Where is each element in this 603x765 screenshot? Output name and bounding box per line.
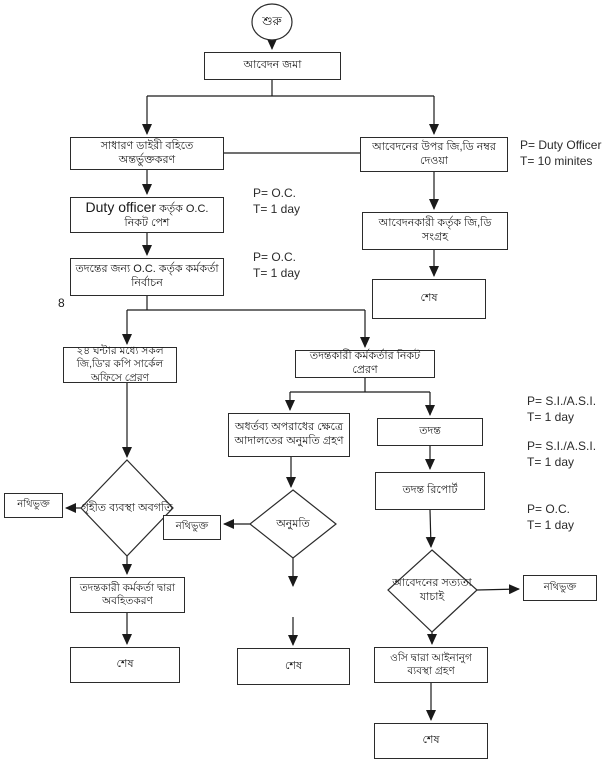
annotation-duty-officer — [520, 138, 601, 169]
process-box-investigation: তদন্ত — [377, 418, 483, 446]
label-8: 8 — [58, 296, 65, 310]
decision-permission-label: অনুমতি — [276, 517, 310, 530]
annotation-person: P= Duty Officer — [520, 138, 602, 152]
end-box-middle: শেষ — [237, 648, 350, 685]
process-box-gd-number-assign: আবেদনের উপর জি,ডি নম্বর দেওয়া — [360, 137, 508, 172]
process-box-officer-selection: তদন্তের জন্য O.C. কর্তৃক কর্মকর্তা নির্বাচন — [70, 258, 224, 296]
process-box-filed-left: নথিভুক্ত — [4, 493, 63, 518]
annotation-si-asi-2 — [527, 439, 596, 470]
process-box-gd-collect: আবেদনকারী কর্তৃক জি,ডি সংগ্রহ — [362, 212, 508, 250]
process-box-investigation-report: তদন্ত রিপোর্ট — [375, 472, 485, 510]
end-box-left: শেষ — [70, 647, 180, 683]
annotation-person: P= S.I./A.S.I. — [527, 394, 597, 408]
end-box-right-top: শেষ — [372, 279, 486, 319]
annotation-oc-2 — [253, 250, 300, 281]
process-box-duty-officer-present — [70, 197, 224, 233]
decision-verify-label: আবেদনের সত্যতা যাচাই — [392, 576, 472, 603]
annotation-oc-3 — [527, 502, 574, 533]
process-box-filed-right: নথিভুক্ত — [523, 575, 597, 601]
process-box-court-permission: অধর্তব্য অপরাধের ক্ষেত্রে আদালতের অনুমতি গ্রহণ — [228, 413, 350, 457]
duty-officer-bn-label: কর্তৃক O.C. নিকট পেশ — [124, 203, 209, 229]
annotation-person: P= S.I./A.S.I. — [527, 439, 597, 453]
annotation-person: P= O.C. — [253, 250, 297, 264]
annotation-time: T= 1 day — [527, 454, 575, 469]
start-terminator-label: শুরু — [262, 14, 282, 29]
annotation-time: T= 1 day — [527, 409, 575, 424]
annotation-time: T= 1 day — [253, 201, 301, 216]
annotation-time: T= 1 day — [527, 517, 575, 532]
annotation-si-asi-1 — [527, 394, 596, 425]
decision-action-informed-label: গৃহীত ব্যবস্থা অবগতি — [81, 501, 173, 514]
process-box-general-diary-entry: সাধারণ ডাইরী বহিতে অন্তর্ভুক্তকরণ — [70, 137, 224, 170]
process-box-application-submit: আবেদন জমা — [204, 52, 341, 80]
process-box-oc-legal-action: ওসি দ্বারা আইনানুগ ব্যবস্থা গ্রহণ — [374, 647, 488, 683]
process-box-send-to-investigating-officer: তদন্তকারী কর্মকর্তার নিকট প্রেরণ — [295, 350, 435, 378]
duty-officer-en-label: Duty officer — [85, 199, 157, 216]
annotation-person: P= O.C. — [253, 186, 297, 200]
annotation-time: T= 10 minites — [520, 153, 593, 168]
annotation-time: T= 1 day — [253, 265, 301, 280]
process-box-filed-middle: নথিভুক্ত — [163, 515, 221, 540]
annotation-person: P= O.C. — [527, 502, 571, 516]
process-box-inform-by-investigating-officer: তদন্তকারী কর্মকর্তা দ্বারা অবহিতকরণ — [70, 577, 185, 613]
process-box-send-copies-24h: ২৪ ঘন্টার মধ্যে সকল জি,ডি'র কপি সার্কেল অফিসে প্রেরণ — [63, 347, 177, 383]
end-box-right-bottom: শেষ — [374, 723, 488, 759]
process-box-duty-officer-present-text — [74, 199, 220, 231]
annotation-oc-1 — [253, 186, 300, 217]
